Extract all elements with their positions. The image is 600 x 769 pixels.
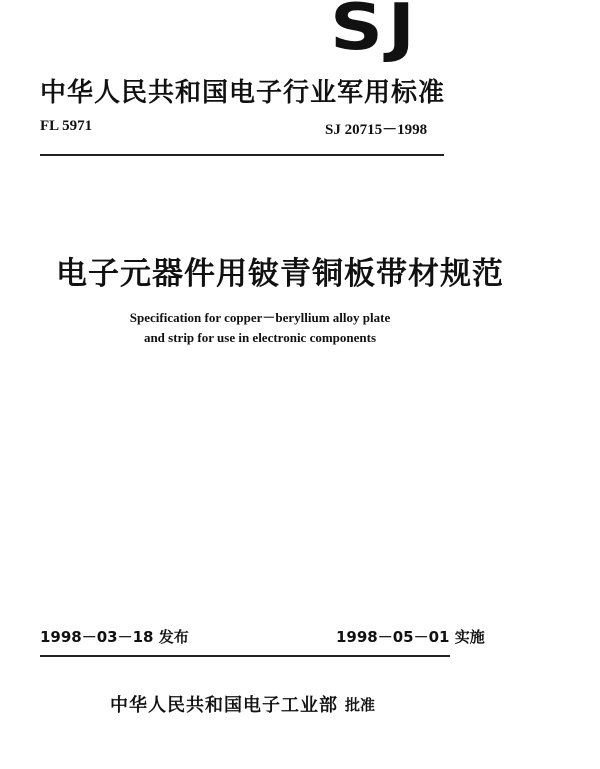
classification-code: FL 5971 — [40, 118, 93, 134]
approval-label: 批准 — [345, 696, 376, 714]
document-title-cn: 电子元器件用铍青铜板带材规范 — [56, 256, 504, 292]
issuing-authority: 中华人民共和国电子工业部 — [110, 695, 338, 716]
sj-logo: SJ — [330, 0, 420, 65]
standard-number: SJ 20715－1998 — [325, 122, 428, 138]
document-title-en-line2: and strip for use in electronic components — [143, 330, 377, 345]
issue-date: 1998－03－18 发布 — [40, 628, 189, 646]
document-title-en-line1: Specification for copper－beryllium alloy plate — [129, 310, 391, 325]
footer-divider — [40, 655, 450, 657]
header-divider — [40, 154, 444, 156]
document-title-en — [110, 308, 410, 348]
standard-category-title: 中华人民共和国电子行业军用标准 — [40, 78, 446, 108]
implementation-date: 1998－05－01 实施 — [336, 628, 485, 646]
